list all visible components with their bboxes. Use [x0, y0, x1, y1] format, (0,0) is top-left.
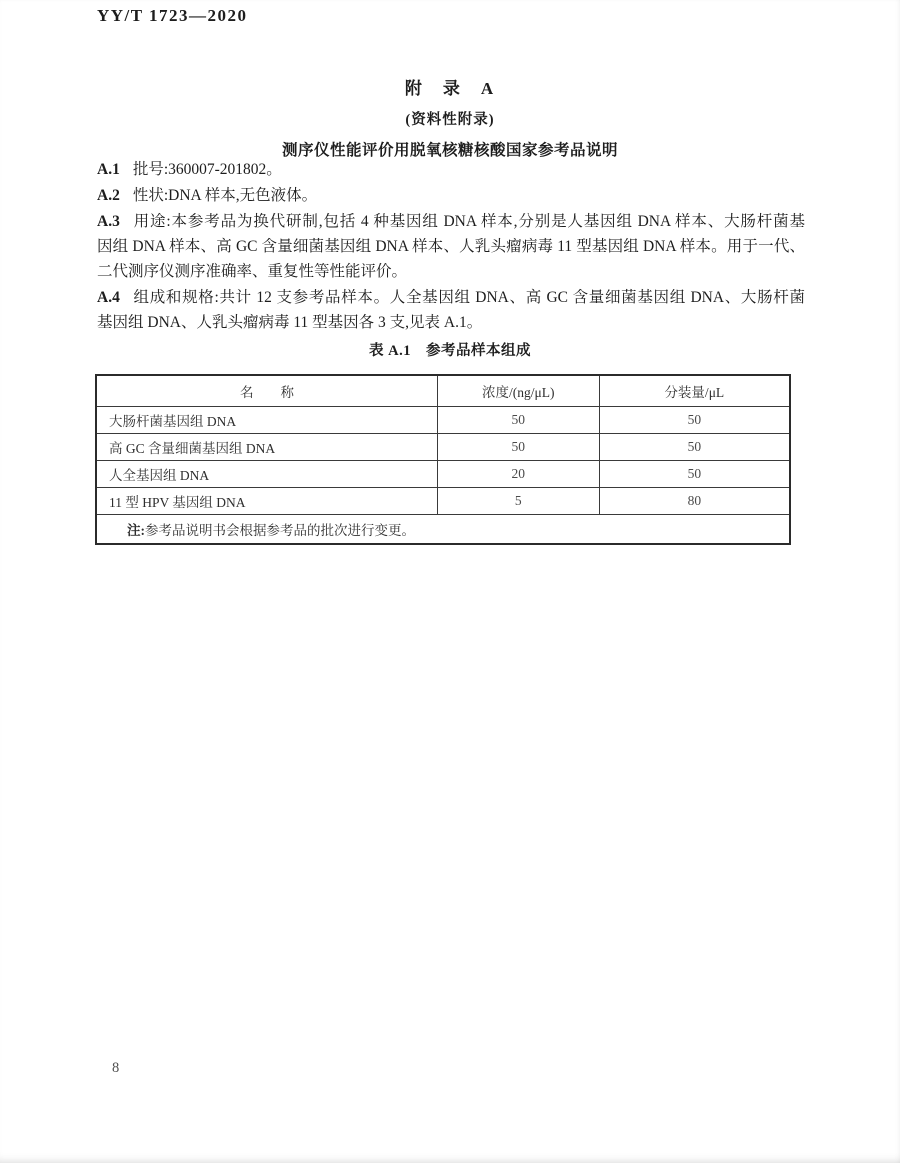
appendix-title: 附 录 A [404, 79, 496, 98]
clause-list [97, 157, 805, 336]
cell-volume: 80 [599, 487, 790, 514]
appendix-subtitle: (资料性附录) [405, 112, 495, 128]
table-note-row [96, 514, 790, 544]
clause-a3 [97, 209, 805, 284]
cell-sample-name: 人全基因组 DNA [96, 460, 437, 487]
note-label: 注: [127, 522, 145, 538]
cell-concentration: 50 [437, 406, 599, 433]
standard-number: YY/T 1723—2020 [97, 6, 248, 25]
table-row [96, 460, 790, 487]
clause-a1 [97, 157, 805, 182]
cell-concentration: 20 [437, 460, 599, 487]
cell-concentration: 50 [437, 433, 599, 460]
clause-line: 二代测序仪测序准确率、重复性等性能评价。 [97, 263, 408, 280]
clause-line [97, 209, 805, 234]
clause-line [97, 157, 805, 182]
cell-sample-name: 高 GC 含量细菌基因组 DNA [96, 433, 437, 460]
clause-a4 [97, 285, 805, 335]
header-cell-concentration: 浓度/(ng/μL) [437, 375, 599, 406]
clause-text: 批号:360007-201802。 [132, 161, 282, 178]
clause-line [97, 285, 805, 310]
clause-label: A.4 [97, 289, 120, 306]
page-number: 8 [112, 1060, 120, 1076]
clause-a2 [97, 183, 805, 208]
table-header-row [96, 375, 790, 406]
header-cell-volume: 分装量/μL [599, 375, 790, 406]
header-cell-name: 名 称 [96, 375, 437, 406]
note-text: 参考品说明书会根据参考品的批次进行变更。 [145, 522, 415, 538]
reference-sample-table [95, 374, 791, 545]
table-row [96, 433, 790, 460]
appendix-heading [0, 74, 900, 160]
cell-sample-name: 11 型 HPV 基因组 DNA [96, 487, 437, 514]
table-row [96, 487, 790, 514]
cell-sample-name: 大肠杆菌基因组 DNA [96, 406, 437, 433]
cell-volume: 50 [599, 460, 790, 487]
clause-text: 用途:本参考品为换代研制,包括 4 种基因组 DNA 样本,分别是人基因组 DNA 样本、大肠杆菌基 [132, 213, 805, 230]
table-caption: 表 A.1 参考品样本组成 [369, 343, 531, 359]
cell-volume: 50 [599, 433, 790, 460]
cell-volume: 50 [599, 406, 790, 433]
clause-line [97, 183, 805, 208]
clause-label: A.3 [97, 213, 120, 230]
appendix-name: 测序仪性能评价用脱氧核糖核酸国家参考品说明 [281, 142, 618, 159]
clause-label: A.1 [97, 161, 120, 178]
cell-concentration: 5 [437, 487, 599, 514]
clause-text: 组成和规格:共计 12 支参考品样本。人全基因组 DNA、高 GC 含量细菌基因组 DNA、大肠杆菌 [132, 289, 805, 306]
clause-text: 性状:DNA 样本,无色液体。 [132, 187, 318, 204]
table-note-cell [96, 514, 790, 544]
clause-line: 因组 DNA 样本、高 GC 含量细菌基因组 DNA 样本、人乳头瘤病毒 11 型基因组 DNA 样本。用于一代、 [97, 238, 805, 255]
clause-label: A.2 [97, 187, 120, 204]
clause-line: 基因组 DNA、人乳头瘤病毒 11 型基因各 3 支,见表 A.1。 [97, 314, 483, 331]
table-row [96, 406, 790, 433]
